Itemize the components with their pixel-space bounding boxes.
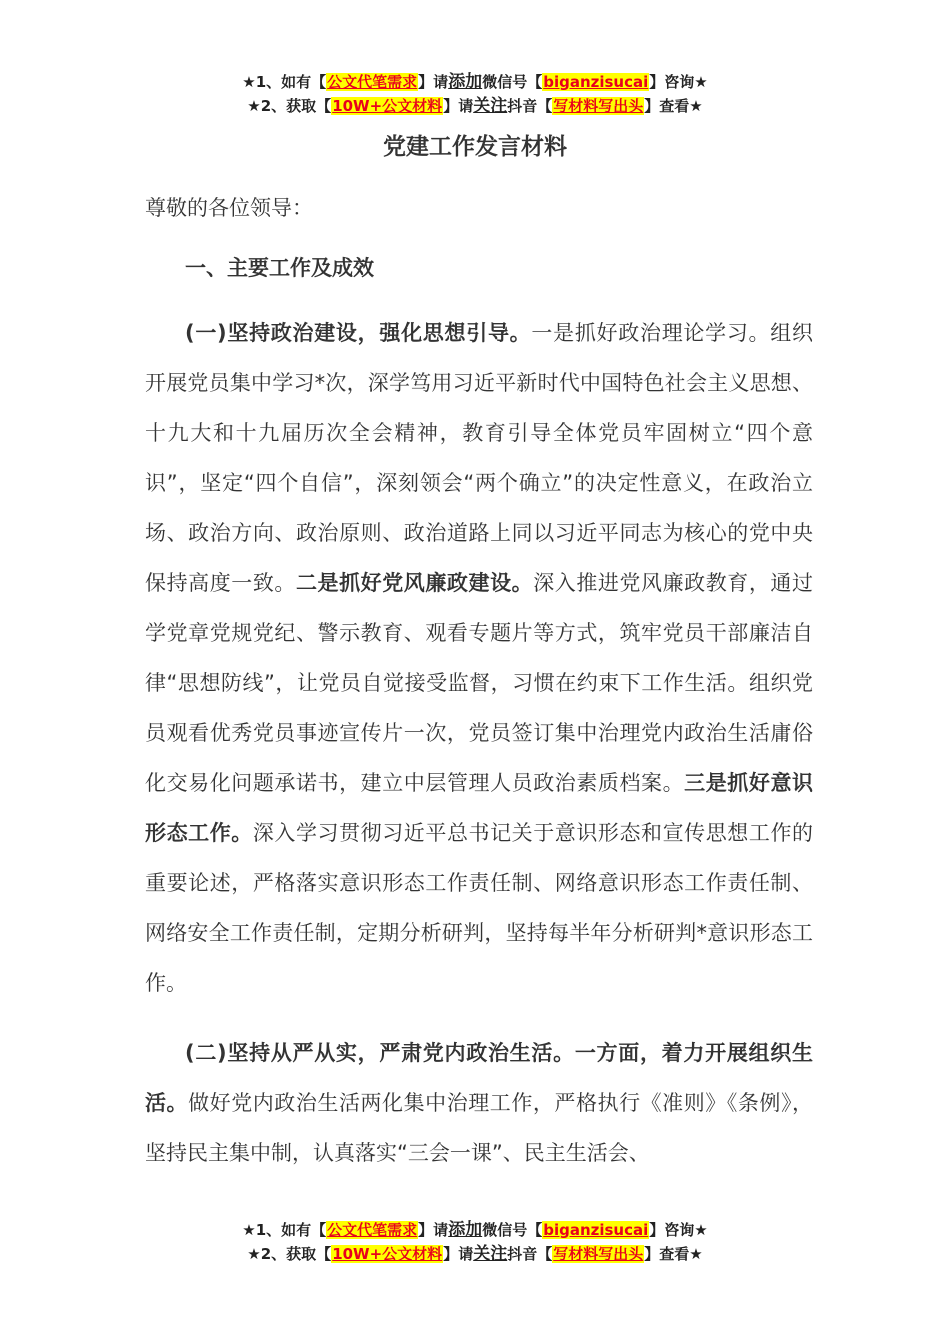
banner-text: ★2、获取【 xyxy=(247,1245,332,1263)
banner-text: 】请 xyxy=(443,1245,474,1263)
document-body xyxy=(145,188,813,1178)
banner-text: 微信号【 xyxy=(482,73,543,91)
banner-text: 】查看★ xyxy=(644,1245,703,1263)
banner-highlight: 10W+公文材料 xyxy=(332,1245,443,1263)
banner-text: 微信号【 xyxy=(482,1221,543,1239)
banner-emphasis: 添加 xyxy=(448,72,483,92)
paragraph-subhead: 二是抓好党风廉政建设。 xyxy=(295,571,534,595)
paragraph-text: 一是抓好政治理论学习。组织开展党员集中学习*次，深学笃用习近平新时代中国特色社会主义思想、十九大和十九届历次全会精神，教育引导全体党员牢固树立“四个意识”，坚定“四个自信”，深刻领会“两个确立”的决定性意义，在政治立场、政治方向、政治原则、政治道路上同以习近平同志为核心的党中央保持高度一致。 xyxy=(145,321,813,595)
banner-emphasis: 关注 xyxy=(473,1244,508,1264)
paragraph-lead: (一)坚持政治建设，强化思想引导。 xyxy=(185,321,532,345)
paragraph-text: 做好党内政治生活两化集中治理工作，严格执行《准则》《条例》，坚持民主集中制，认真落实“三会一课”、民主生活会、 xyxy=(145,1091,814,1165)
banner-highlight: 公文代笔需求 xyxy=(327,73,418,91)
paragraph-lead: (二)坚持从严从实，严肃党内政治生活。一方面，着力开展组织生活。 xyxy=(145,1041,813,1115)
banner-text: 】请 xyxy=(443,97,474,115)
banner-text: 】咨询★ xyxy=(649,73,708,91)
banner-highlight: biganzisucai xyxy=(543,73,649,91)
paragraph-2 xyxy=(145,1028,813,1178)
banner-highlight: 写材料写出头 xyxy=(553,97,644,115)
paragraph-subhead: 三是抓好意识形态工作。 xyxy=(145,771,814,845)
banner-text: 】咨询★ xyxy=(649,1221,708,1239)
banner-emphasis: 添加 xyxy=(448,1220,483,1240)
banner-line-1 xyxy=(0,1218,950,1242)
paragraph-text: 深入推进党风廉政教育，通过学党章党规党纪、警示教育、观看专题片等方式，筑牢党员干部廉洁自律“思想防线”，让党员自觉接受监督，习惯在约束下工作生活。组织党员观看优秀党员事迹宣传片一次，党员签订集中治理党内政治生活庸俗化交易化问题承诺书，建立中层管理人员政治素质档案。 xyxy=(145,571,814,795)
banner-text: 】请 xyxy=(418,1221,449,1239)
header-banner xyxy=(0,70,950,118)
banner-highlight: 公文代笔需求 xyxy=(327,1221,418,1239)
banner-text: 抖音【 xyxy=(507,97,553,115)
footer-banner xyxy=(0,1218,950,1266)
section-heading: 一、主要工作及成效 xyxy=(185,256,374,280)
banner-text: 抖音【 xyxy=(507,1245,553,1263)
banner-line-2 xyxy=(0,1242,950,1266)
banner-text: 】请 xyxy=(418,73,449,91)
banner-highlight: biganzisucai xyxy=(543,1221,649,1239)
banner-text: ★1、如有【 xyxy=(242,73,327,91)
banner-text: ★2、获取【 xyxy=(247,97,332,115)
banner-emphasis: 关注 xyxy=(473,96,508,116)
banner-highlight: 10W+公文材料 xyxy=(332,97,443,115)
paragraph-text: 深入学习贯彻习近平总书记关于意识形态和宣传思想工作的重要论述，严格落实意识形态工作责任制、网络意识形态工作责任制、网络安全工作责任制，定期分析研判，坚持每半年分析研判*意识形态工作。 xyxy=(145,821,814,995)
paragraph-1 xyxy=(145,308,813,1008)
banner-text: 】查看★ xyxy=(644,97,703,115)
greeting: 尊敬的各位领导： xyxy=(145,196,313,220)
banner-line-1 xyxy=(0,70,950,94)
banner-text: ★1、如有【 xyxy=(242,1221,327,1239)
banner-line-2 xyxy=(0,94,950,118)
document-title: 党建工作发言材料 xyxy=(383,134,567,160)
banner-highlight: 写材料写出头 xyxy=(553,1245,644,1263)
